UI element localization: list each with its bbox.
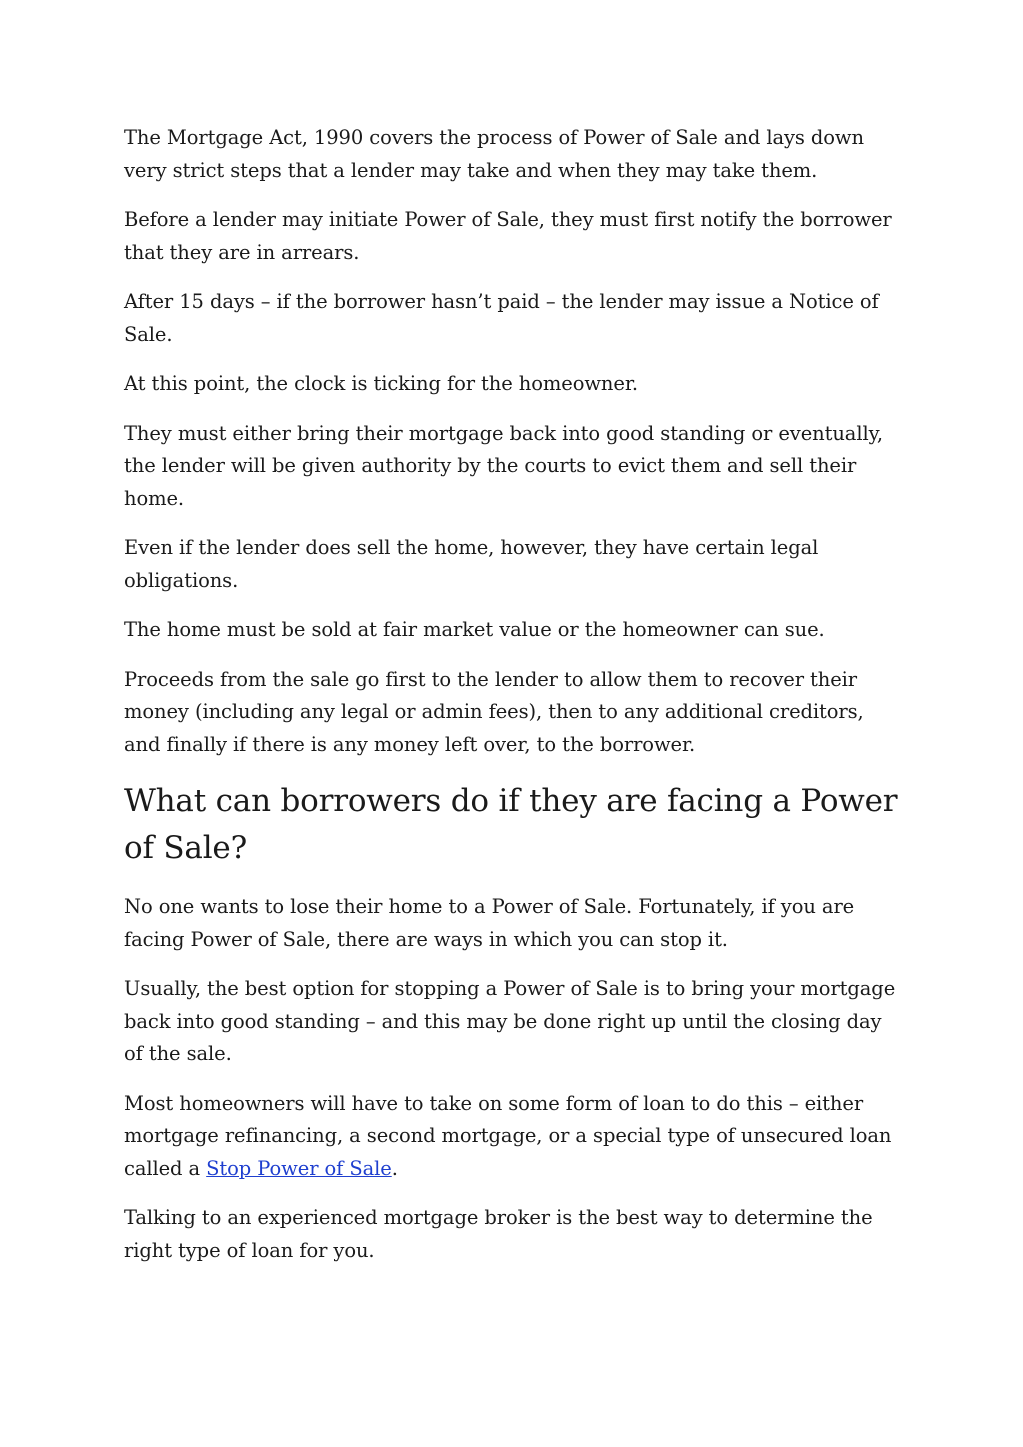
paragraph-fair-market-value: The home must be sold at fair market value or the homeowner can sue. [124, 618, 825, 641]
paragraph-no-one-wants: No one wants to lose their home to a Power of Sale. Fortunately, if you are facing Power of Sale, there are ways in which you can stop it. [124, 895, 855, 951]
paragraph-clock-ticking: At this point, the clock is ticking for the homeowner. [124, 372, 639, 395]
paragraph-mortgage-act: The Mortgage Act, 1990 covers the process of Power of Sale and lays down very strict steps that a lender may take and when they may take them. [124, 126, 864, 182]
paragraph-mortgage-broker: Talking to an experienced mortgage broker is the best way to determine the right type of loan for you. [124, 1206, 873, 1262]
loan-options-period: . [391, 1156, 398, 1180]
paragraph-proceeds: Proceeds from the sale go first to the lender to allow them to recover their money (including any legal or admin fees), then to any additional creditors, and finally if there is any money left over, to the borrower. [124, 667, 864, 756]
document-page [124, 122, 902, 1284]
stop-power-of-sale-link[interactable]: Stop Power of Sale [206, 1156, 392, 1180]
paragraph-loan-options [124, 1088, 902, 1186]
paragraph-best-option: Usually, the best option for stopping a Power of Sale is to bring your mortgage back into good standing – and this may be done right up until the closing day of the sale. [124, 977, 896, 1065]
section-heading: What can borrowers do if they are facing a Power of Sale? [124, 783, 898, 866]
paragraph-notice-of-sale: After 15 days – if the borrower hasn’t paid – the lender may issue a Notice of Sale. [124, 290, 879, 346]
paragraph-notify-borrower: Before a lender may initiate Power of Sale, they must first notify the borrower that they are in arrears. [124, 208, 892, 264]
paragraph-good-standing: They must either bring their mortgage back into good standing or eventually, the lender will be given authority by the courts to evict them and sell their home. [124, 421, 884, 510]
paragraph-legal-obligations: Even if the lender does sell the home, however, they have certain legal obligations. [124, 536, 819, 592]
loan-options-text: Most homeowners will have to take on some form of loan to do this – either mortgage refinancing, a second mortgage, or a special type of unsecured loan called a [124, 1091, 892, 1180]
